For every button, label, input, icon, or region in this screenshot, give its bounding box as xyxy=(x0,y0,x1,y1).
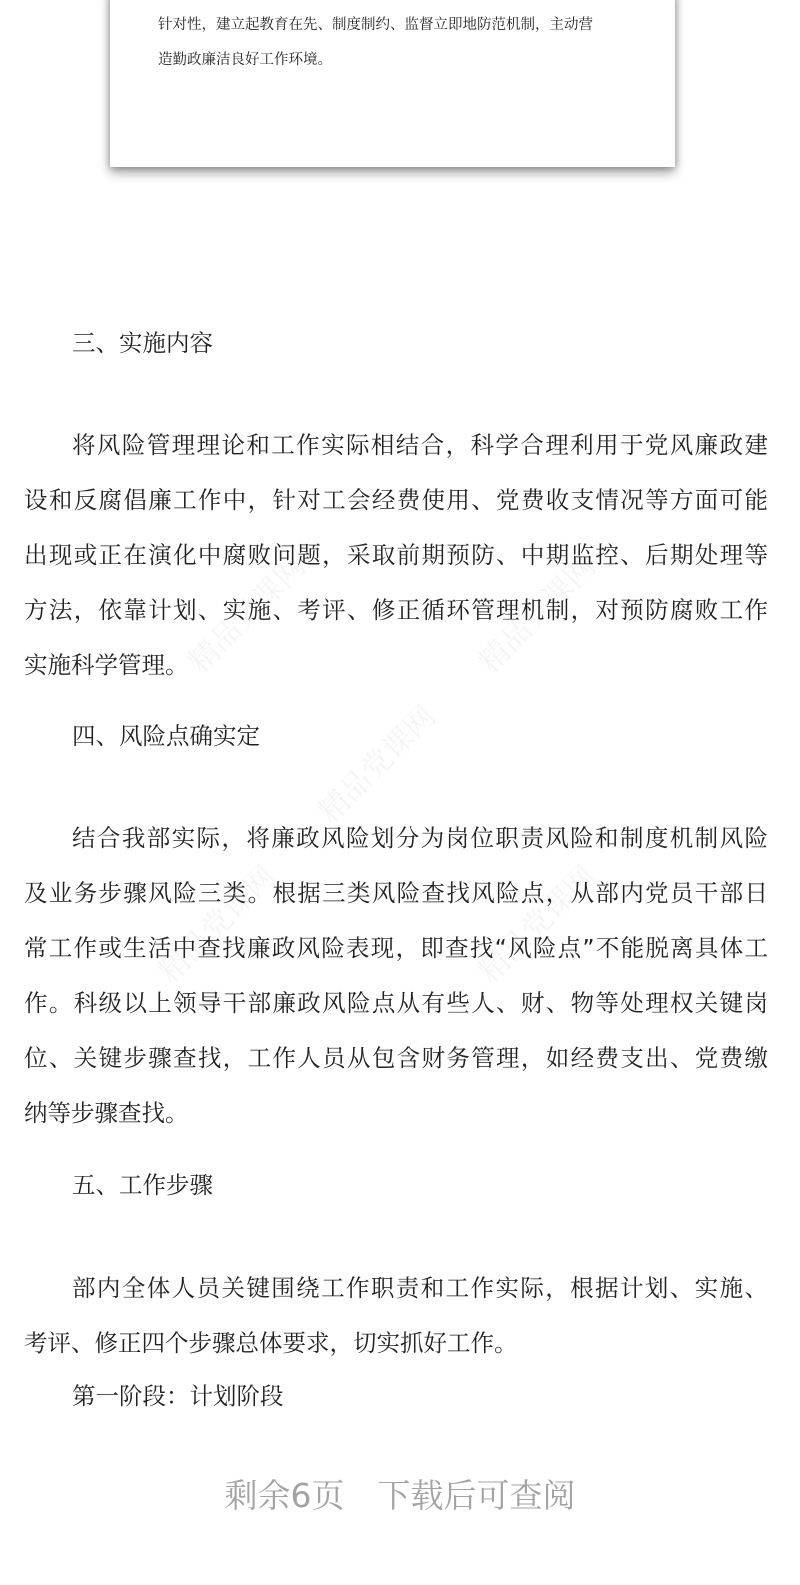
text-line: 位、关键步骤查找，工作人员从包含财务管理，如经费支出、党费缴 xyxy=(24,1044,768,1072)
text-line: 设和反腐倡廉工作中，针对工会经费使用、党费收支情况等方面可能 xyxy=(24,486,768,514)
section-heading-3: 三、实施内容 xyxy=(72,329,213,357)
watermark xyxy=(306,693,443,830)
text-line: 实施科学管理。 xyxy=(24,651,189,679)
text-line: 部内全体人员关键围绕工作职责和工作实际，根据计划、实施、 xyxy=(72,1274,768,1302)
download-to-read-more-link[interactable]: 剩余6页 下载后可查阅 xyxy=(224,1476,576,1515)
paragraph-5 xyxy=(24,1261,768,1371)
section-heading-5: 五、工作步骤 xyxy=(72,1171,213,1199)
text-line: 作。科级以上领导干部廉政风险点从有些人、财、物等处理权关键岗 xyxy=(24,989,768,1017)
paragraph-3 xyxy=(24,418,768,693)
card-text-line: 针对性，建立起教育在先、制度制约、监督立即地防范机制，主动营 xyxy=(158,17,593,33)
stage-heading: 第一阶段：计划阶段 xyxy=(72,1382,284,1410)
document-preview-card xyxy=(110,0,675,167)
section-heading-4: 四、风险点确实定 xyxy=(72,722,260,750)
text-line: 考评、修正四个步骤总体要求，切实抓好工作。 xyxy=(24,1329,518,1357)
text-line: 纳等步骤查找。 xyxy=(24,1099,189,1127)
card-text-line: 造勤政廉洁良好工作环境。 xyxy=(158,52,332,68)
text-line: 方法，依靠计划、实施、考评、修正循环管理机制，对预防腐败工作 xyxy=(24,596,768,624)
text-line: 及业务步骤风险三类。根据三类风险查找风险点，从部内党员干部日 xyxy=(24,879,768,907)
paragraph-4 xyxy=(24,811,768,1141)
text-line: 常工作或生活中查找廉政风险表现，即查找“风险点”不能脱离具体工 xyxy=(24,934,768,962)
text-line: 结合我部实际，将廉政风险划分为岗位职责风险和制度机制风险 xyxy=(72,824,768,852)
text-line: 出现或正在演化中腐败问题，采取前期预防、中期监控、后期处理等 xyxy=(24,541,768,569)
text-line: 将风险管理理论和工作实际相结合，科学合理利用于党风廉政建 xyxy=(72,431,768,459)
